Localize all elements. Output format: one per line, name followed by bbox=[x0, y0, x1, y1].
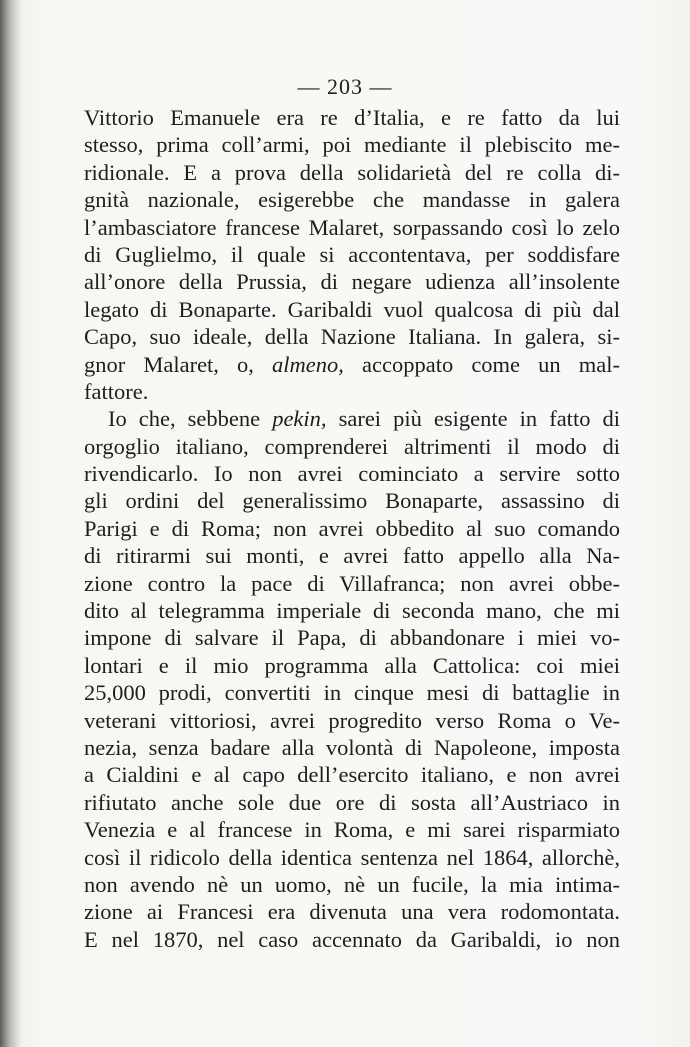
text-line: così il ridicolo della identica sentenza nel 1864, allorchè, bbox=[84, 844, 620, 870]
text-line: Capo, suo ideale, della Nazione Italiana. In galera, si- bbox=[84, 324, 620, 350]
italic-word: pekin, bbox=[272, 406, 327, 432]
text-line: impone di salvare il Papa, di abbandonare i miei vo- bbox=[84, 625, 620, 651]
body-text bbox=[84, 104, 620, 953]
text-line: gli ordini del generalissimo Bonaparte, assassino di bbox=[84, 488, 620, 514]
text-line: rifiutato anche sole due ore di sosta all’Austriaco in bbox=[84, 789, 620, 815]
page-binding-shadow bbox=[0, 0, 22, 1047]
text-line: di Guglielmo, il quale si accontentava, per soddisfare bbox=[84, 241, 620, 267]
text-line: dito al telegramma imperiale di seconda mano, che mi bbox=[84, 598, 620, 624]
text-line: Venezia e al francese in Roma, e mi sarei risparmiato bbox=[84, 817, 620, 843]
text-line: all’onore della Prussia, di negare udienza all’insolente bbox=[84, 269, 620, 295]
text-line: a Cialdini e al capo dell’esercito italiano, e non avrei bbox=[84, 762, 620, 788]
text-line: di ritirarmi sui monti, e avrei fatto appello alla Na- bbox=[84, 543, 620, 569]
text-line: legato di Bonaparte. Garibaldi vuol qualcosa di più dal bbox=[84, 296, 620, 322]
text-line: stesso, prima coll’armi, poi mediante il plebiscito me- bbox=[84, 132, 620, 158]
text-line: rivendicarlo. Io non avrei cominciato a servire sotto bbox=[84, 461, 620, 487]
text-line: Io che, sebbene pekin, sarei più esigente in fatto di bbox=[108, 406, 620, 432]
text-line: orgoglio italiano, comprenderei altrimenti il modo di bbox=[84, 433, 620, 459]
text-line: veterani vittoriosi, avrei progredito verso Roma o Ve- bbox=[84, 707, 620, 733]
text-line: non avendo nè un uomo, nè un fucile, la mia intima- bbox=[84, 871, 620, 897]
text-line: nezia, senza badare alla volontà di Napoleone, imposta bbox=[84, 734, 620, 760]
text-line: lontari e il mio programma alla Cattolica: coi miei bbox=[84, 652, 620, 678]
text-line: 25,000 prodi, convertiti in cinque mesi di battaglie in bbox=[84, 680, 620, 706]
text-line: ridionale. E a prova della solidarietà del re colla di- bbox=[84, 159, 620, 185]
page-number: — 203 — bbox=[297, 74, 393, 99]
text-line: gnor Malaret, o, almeno, accoppato come un mal- bbox=[84, 351, 620, 377]
text-line: l’ambasciatore francese Malaret, sorpassando così lo zelo bbox=[84, 214, 620, 240]
text-line: E nel 1870, nel caso accennato da Garibaldi, io non bbox=[84, 926, 620, 952]
text-line: gnità nazionale, esigerebbe che mandasse in galera bbox=[84, 187, 620, 213]
text-line: Vittorio Emanuele era re d’Italia, e re fatto da lui bbox=[84, 105, 620, 130]
text-line: fattore. bbox=[84, 378, 149, 404]
italic-word: almeno, bbox=[272, 351, 344, 377]
text-line: zione ai Francesi era divenuta una vera rodomontata. bbox=[84, 899, 620, 925]
text-line: Parigi e di Roma; non avrei obbedito al suo comando bbox=[84, 515, 620, 541]
text-line: zione contro la pace di Villafranca; non avrei obbe- bbox=[84, 570, 620, 596]
